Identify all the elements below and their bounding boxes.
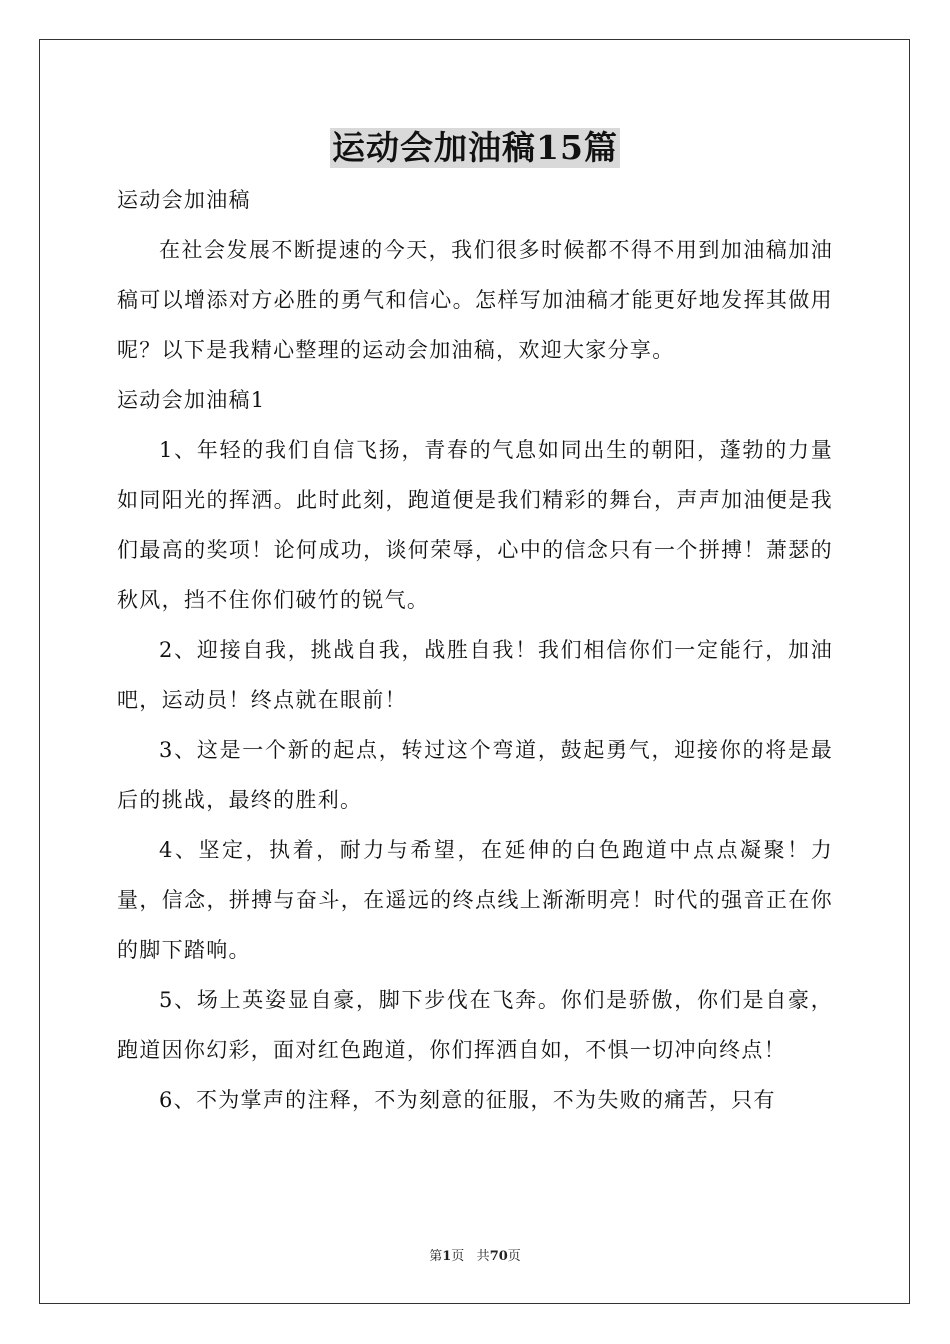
document-title: 运动会加油稿15篇 — [332, 128, 618, 167]
paragraph: 4、坚定，执着，耐力与希望，在延伸的白色跑道中点点凝聚！力量，信念，拼搏与奋斗，在遥远的终点线上渐渐明亮！时代的强音正在你的脚下踏响。 — [117, 838, 833, 962]
paragraph: 1、年轻的我们自信飞扬，青春的气息如同出生的朝阳，蓬勃的力量如同阳光的挥洒。此时此刻，跑道便是我们精彩的舞台，声声加油便是我们最高的奖项！论何成功，谈何荣辱，心中的信念只有一个拼搏！萧瑟的秋风，挡不住你们破竹的锐气。 — [117, 438, 833, 612]
paragraph: 在社会发展不断提速的今天，我们很多时候都不得不用到加油稿加油稿可以增添对方必胜的勇气和信心。怎样写加油稿才能更好地发挥其做用呢？以下是我精心整理的运动会加油稿，欢迎大家分享。 — [117, 238, 833, 362]
page-number: 1 — [442, 1249, 452, 1264]
total-prefix: 共 — [476, 1249, 490, 1264]
paragraph: 6、不为掌声的注释，不为刻意的征服，不为失败的痛苦，只有 — [159, 1088, 776, 1112]
title-container — [0, 128, 950, 168]
paragraph: 运动会加油稿 — [117, 188, 251, 212]
paragraph: 运动会加油稿1 — [117, 388, 266, 412]
total-suffix: 页 — [507, 1249, 521, 1264]
paragraph: 5、场上英姿显自豪，脚下步伐在飞奔。你们是骄傲，你们是自豪，跑道因你幻彩，面对红色跑道，你们挥洒自如，不惧一切冲向终点！ — [117, 988, 833, 1062]
document-body — [117, 175, 833, 1125]
total-pages: 70 — [489, 1249, 508, 1264]
paragraph: 2、迎接自我，挑战自我，战胜自我！我们相信你们一定能行，加油吧，运动员！终点就在眼前！ — [117, 638, 833, 712]
page-footer — [0, 1248, 950, 1266]
page-suffix: 页 — [451, 1249, 465, 1264]
paragraph: 3、这是一个新的起点，转过这个弯道，鼓起勇气，迎接你的将是最后的挑战，最终的胜利。 — [117, 738, 833, 812]
page-prefix: 第 — [429, 1249, 443, 1264]
